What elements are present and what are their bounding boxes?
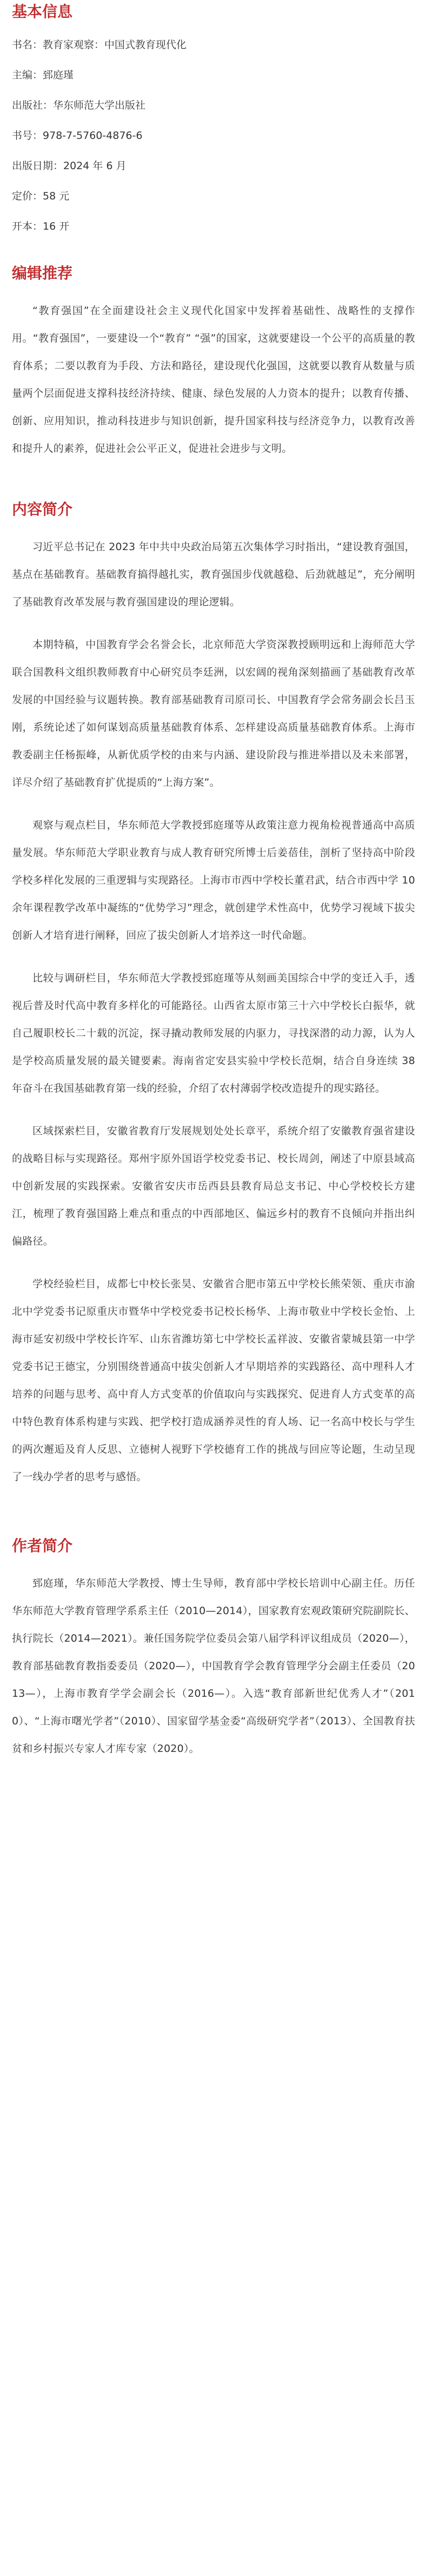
info-label: 出版日期： [12, 160, 64, 172]
info-value: 教育家观察：中国式教育现代化 [43, 39, 187, 51]
info-label: 出版社： [12, 99, 54, 111]
content-intro-body [12, 533, 415, 1491]
info-row [12, 68, 415, 83]
content-intro-heading: 内容简介 [12, 500, 73, 518]
intro-paragraph: 比较与调研栏目，华东师范大学教授郅庭瑾等从刻画美国综合中学的变迁入手，透视后普及时代高中教育多样化的可能路径。山西省太原市第三十六中学校长白振华，就自己履职校长二十载的沉淀，探寻撬动教师发展的内驱力，寻找深潜的动力源，认为人是学校高质量发展的最关键要素。海南省定安县实验中学校长范炯，结合自身连续 38 年奋斗在我国基础教育第一线的经验，介绍了农村薄弱学校改造提升的现实路径。 [12, 972, 415, 1094]
info-row [12, 159, 415, 173]
content-intro-section [0, 499, 427, 1491]
basic-info-heading: 基本信息 [12, 3, 73, 21]
info-label: 定价： [12, 190, 43, 202]
info-label: 开本： [12, 220, 43, 232]
info-value: 华东师范大学出版社 [53, 99, 146, 111]
author-intro-heading: 作者简介 [12, 1537, 73, 1555]
recommend-paragraph: “教育强国”在全面建设社会主义现代化国家中发挥着基础性、战略性的支撑作用。“教育强国”，一要建设一个“教育” “强”的国家，这就要建设一个公平的高质量的教育体系；二要以教育为手段、方法和路径，建设现代化强国，这就要以教育从数量与质量两个层面促进支撑科技经济持续、健康、绿色发展的人力资本的提升；以教育传播、创新、应用知识，推动科技进步与知识创新，提升国家科技与经济竞争力，以教育改善和提升人的素养，促进社会公平正义，促进社会进步与文明。 [12, 305, 415, 454]
author-intro-body [12, 1570, 415, 1763]
editor-recommend-body [12, 297, 415, 463]
info-label: 书名： [12, 39, 43, 51]
intro-paragraph: 学校经验栏目，成都七中校长张昊、安徽省合肥市第五中学校长熊荣领、重庆市渝北中学党委书记原重庆市暨华中学校党委书记校长杨华、上海市敬业中学校长金怡、上海市延安初级中学校长许军、山东省潍坊第七中学校长孟祥波、安徽省蒙城县第一中学党委书记王德宝，分别围绕普通高中拔尖创新人才早期培养的实践路径、高中理科人才培养的问题与思考、高中育人方式变革的价值取向与实践探究、促进育人方式变革的高中特色教育体系构建与实践、把学校打造成涵养灵性的育人场、记一名高中校长与学生的两次邂逅及育人反思、立德树人视野下学校德育工作的挑战与回应等论题，生动呈现了一线办学者的思考与感悟。 [12, 1278, 415, 1483]
info-row [12, 129, 415, 143]
intro-paragraph: 本期特稿，中国教育学会名誉会长，北京师范大学资深教授顾明远和上海师范大学联合国教科文组织教师教育中心研究员李廷洲，以宏阔的视角深刻描画了基础教育改革发展的中国经验与议题转换。教育部基础教育司原司长、中国教育学会常务副会长吕玉刚，系统论述了如何谋划高质量基础教育体系、怎样建设高质量基础教育体系。上海市教委副主任杨振峰，从新优质学校的由来与内涵、建设阶段与推进举措以及未来部署，详尽介绍了基础教育扩优提质的“上海方案”。 [12, 639, 415, 788]
info-row [12, 189, 415, 204]
page-bottom-space [0, 1778, 427, 1837]
info-row [12, 98, 415, 113]
info-value: 2024 年 6 月 [63, 160, 126, 172]
info-value: 58 元 [43, 190, 70, 202]
info-value: 郅庭瑾 [43, 69, 74, 81]
info-label: 主编： [12, 69, 43, 81]
info-row [12, 38, 415, 52]
intro-paragraph: 观察与观点栏目，华东师范大学教授郅庭瑾等从政策注意力视角检视普通高中高质量发展。华东师范大学职业教育与成人教育研究所博士后姜蓓佳，剖析了坚持高中阶段学校多样化发展的三重逻辑与实现路径。上海市市西中学校长董君武，结合市西中学 10 余年课程教学改革中凝练的“优势学习”理念，就创建学术性高中，优势学习视域下拔尖创新人才培育进行阐释，回应了拔尖创新人才培养这一时代命题。 [12, 819, 415, 941]
intro-paragraph: 区域探索栏目，安徽省教育厅发展规划处处长章平，系统介绍了安徽教育强省建设的战略目标与实现路径。郑州宇原外国语学校党委书记、校长周剑，阐述了中原县域高中创新发展的实践探索。安徽省安庆市岳西县县教育局总支书记、中心学校校长方建江，梳理了教育强国路上难点和重点的中西部地区、偏远乡村的教育不良倾向并指出纠偏路径。 [12, 1125, 415, 1247]
basic-info-section [0, 0, 427, 234]
author-paragraph: 郅庭瑾，华东师范大学教授、博士生导师，教育部中学校长培训中心副主任。历任华东师范大学教育管理学系系主任（2010—2014），国家教育宏观政策研究院副院长、执行院长（2014—2021）。兼任国务院学位委员会第八届学科评议组成员（2020—），教育部基础教育教指委委员（2020—），中国教育学会教育管理学分会副主任委员（2013—），上海市教育学学会副会长（2016—）。入选“教育部新世纪优秀人才”（2010）、“上海市曙光学者”（2010）、国家留学基金委“高级研究学者”（2013）、全国教育扶贫和乡村振兴专家人才库专家（2020）。 [12, 1577, 415, 1755]
info-value: 978-7-5760-4876-6 [43, 130, 143, 142]
editor-recommend-section [0, 263, 427, 463]
info-row [12, 219, 415, 234]
basic-info-list [12, 38, 415, 234]
info-value: 16 开 [43, 220, 70, 232]
author-intro-section [0, 1535, 427, 1763]
info-label: 书号： [12, 130, 43, 142]
intro-paragraph: 习近平总书记在 2023 年中共中央政治局第五次集体学习时指出，“建设教育强国，基点在基础教育。基础教育搞得越扎实，教育强国步伐就越稳、后劲就越足”，充分阐明了基础教育改革发展与教育强国建设的理论逻辑。 [12, 541, 415, 608]
editor-recommend-heading: 编辑推荐 [12, 264, 73, 282]
